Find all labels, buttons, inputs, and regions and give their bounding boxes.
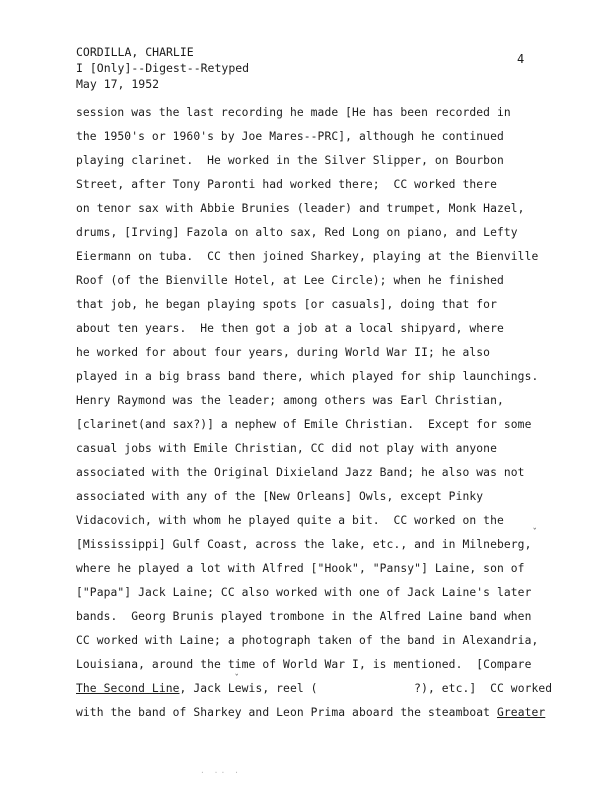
body-line: playing clarinet. He worked in the Silver Slipper, on Bourbon (76, 154, 504, 167)
body-line: session was the last recording he made [He has been recorded in (76, 106, 511, 119)
line-text: with the band of Sharkey and Leon Prima aboard the steamboat (76, 706, 497, 719)
body-line: the 1950's or 1960's by Joe Mares--PRC], although he continued (76, 130, 504, 143)
book-title: The Second Line (76, 682, 180, 695)
body-line: on tenor sax with Abbie Brunies (leader) and trumpet, Monk Hazel, (76, 202, 525, 215)
body-line: played in a big brass band there, which played for ship launchings. (76, 370, 539, 383)
scan-noise: · ·· · (200, 768, 241, 777)
handwritten-insertion-mark: ˇ (234, 674, 240, 684)
body-line: Roof (of the Bienville Hotel, at Lee Circle); when he finished (76, 274, 504, 287)
body-line: Henry Raymond was the leader; among others was Earl Christian, (76, 394, 504, 407)
header-name: CORDILLA, CHARLIE (76, 45, 194, 59)
page-number: 4 (517, 52, 525, 66)
body-line: Louisiana, around the time of World War I, is mentioned. [Compare (76, 658, 532, 671)
body-line: associated with any of the [New Orleans] Owls, except Pinky (76, 490, 484, 503)
line-text: , Jack Lewis, reel ( ?), etc.] CC worked (179, 682, 553, 695)
body-line: CC worked with Laine; a photograph taken of the band in Alexandria, (76, 634, 539, 647)
body-line: [clarinet(and sax?)] a nephew of Emile Christian. Except for some (76, 418, 532, 431)
body-line: Eiermann on tuba. CC then joined Sharkey, playing at the Bienville (76, 250, 539, 263)
body-line: Street, after Tony Paronti had worked there; CC worked there (76, 178, 497, 191)
body-line: ["Papa"] Jack Laine; CC also worked with one of Jack Laine's later (76, 586, 532, 599)
body-line: casual jobs with Emile Christian, CC did not play with anyone (76, 442, 497, 455)
body-line: where he played a lot with Alfred ["Hook", "Pansy"] Laine, son of (76, 562, 525, 575)
body-line: associated with the Original Dixieland Jazz Band; he also was not (76, 466, 525, 479)
body-line: Vidacovich, with whom he played quite a bit. CC worked on the (76, 514, 504, 527)
body-line: bands. Georg Brunis played trombone in the Alfred Laine band when (76, 610, 532, 623)
header-reel: I [Only]--Digest--Retyped (76, 61, 250, 75)
body-line: [Mississippi] Gulf Coast, across the lake, etc., and in Milneberg, (76, 538, 532, 551)
body-line: about ten years. He then got a job at a local shipyard, where (76, 322, 504, 335)
steamboat-name: Greater (496, 706, 546, 719)
body-line: that job, he began playing spots [or casuals], doing that for (76, 298, 497, 311)
body-line: drums, [Irving] Fazola on alto sax, Red Long on piano, and Lefty (76, 226, 518, 239)
body-line (76, 682, 552, 696)
header-date: May 17, 1952 (76, 77, 160, 91)
body-line: he worked for about four years, during World War II; he also (76, 346, 491, 359)
handwritten-correction-mark: ˇ (532, 528, 538, 538)
body-line (76, 706, 545, 720)
document-header (76, 44, 249, 92)
